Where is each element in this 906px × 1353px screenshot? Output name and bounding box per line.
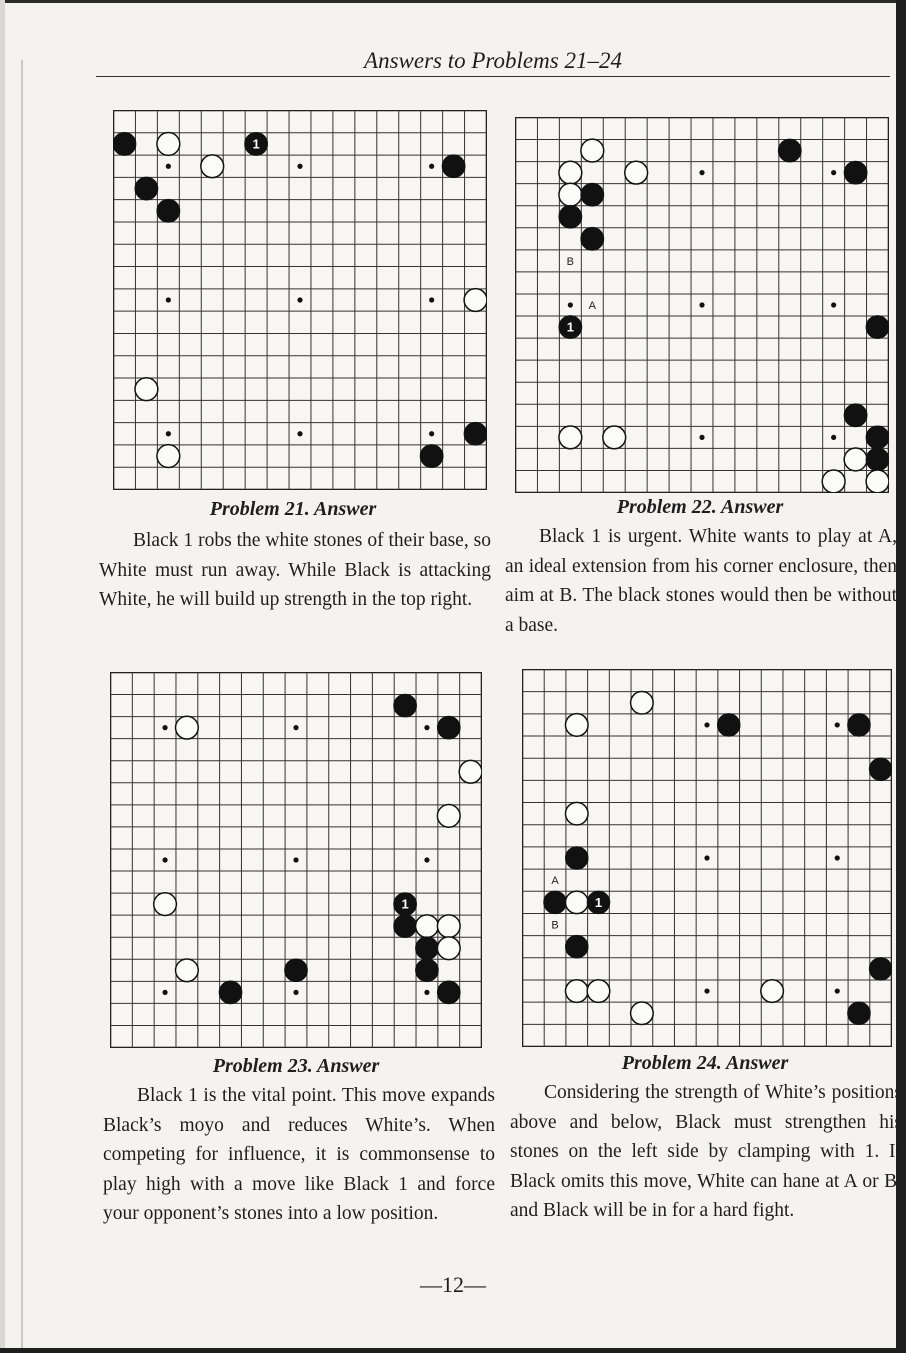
text-problem-22 — [505, 522, 897, 640]
star-point — [293, 725, 298, 730]
star-point — [831, 170, 836, 175]
black-stone — [219, 981, 242, 1004]
board-letter-b: B — [566, 255, 575, 268]
white-stone — [603, 426, 626, 449]
black-stone — [113, 133, 136, 156]
white-stone — [201, 155, 224, 178]
paragraph: Black 1 is the vital point. This move expands Black’s moyo and reduces White’s. When competing for influence, it is commonsense to play high with a move like Black 1 and force your opponent’s stones into a low position. — [103, 1085, 495, 1224]
white-stone — [464, 289, 487, 312]
star-point — [835, 722, 840, 727]
black-stone — [844, 404, 867, 427]
star-point — [831, 302, 836, 307]
white-stone — [761, 980, 784, 1003]
move-number: 1 — [401, 896, 409, 912]
star-point — [166, 297, 171, 302]
black-stone — [157, 199, 180, 222]
board-grid — [114, 111, 487, 490]
black-stone — [135, 177, 158, 200]
star-point — [429, 431, 434, 436]
star-point — [568, 302, 573, 307]
caption-problem-24: Problem 24. Answer — [621, 1052, 789, 1074]
black-stone — [559, 205, 582, 228]
go-board-problem-24 — [522, 669, 892, 1047]
black-stone — [394, 694, 417, 717]
white-stone — [565, 980, 588, 1003]
star-point — [424, 990, 429, 995]
black-stone — [442, 155, 465, 178]
black-stone — [844, 161, 867, 184]
star-point — [704, 855, 709, 860]
caption-problem-23: Problem 23. Answer — [212, 1055, 380, 1077]
black-stone — [581, 227, 604, 250]
star-point — [429, 164, 434, 169]
white-stone — [565, 714, 588, 737]
black-stone — [866, 316, 889, 339]
star-point — [162, 857, 167, 862]
paragraph: Black 1 robs the white stones of their base, so White must run away. While Black is attacking White, he will build up strength in the top right. — [99, 530, 491, 610]
black-stone — [848, 1002, 871, 1025]
star-point — [835, 855, 840, 860]
board-svg — [110, 672, 482, 1048]
white-stone — [822, 470, 845, 493]
white-stone — [176, 716, 199, 739]
black-stone — [420, 445, 443, 468]
white-stone — [157, 445, 180, 468]
star-point — [162, 725, 167, 730]
star-point — [293, 857, 298, 862]
text-problem-24 — [510, 1078, 902, 1226]
board-svg — [515, 117, 889, 493]
white-stone — [437, 805, 460, 828]
go-board-problem-21 — [113, 110, 487, 490]
black-stone — [437, 716, 460, 739]
white-stone — [135, 378, 158, 401]
black-stone — [869, 958, 892, 981]
white-stone — [157, 133, 180, 156]
black-stone — [416, 937, 439, 960]
star-point — [297, 164, 302, 169]
header-rule — [96, 76, 890, 77]
black-stone — [565, 847, 588, 870]
star-point — [699, 302, 704, 307]
star-point — [699, 435, 704, 440]
black-stone — [869, 758, 892, 781]
white-stone — [459, 760, 482, 783]
star-point — [162, 990, 167, 995]
star-point — [704, 722, 709, 727]
white-stone — [581, 139, 604, 162]
star-point — [166, 431, 171, 436]
paragraph: Black 1 is urgent. White wants to play at A, an ideal extension from his corner enclosure, then aim at B. The black stones would then be without a base. — [505, 526, 897, 636]
white-stone — [559, 161, 582, 184]
caption-problem-21: Problem 21. Answer — [209, 498, 377, 520]
star-point — [699, 170, 704, 175]
white-stone — [559, 183, 582, 206]
black-stone — [544, 891, 567, 914]
bottom-edge — [0, 1348, 906, 1353]
star-point — [297, 297, 302, 302]
white-stone — [866, 470, 889, 493]
white-stone — [565, 891, 588, 914]
star-point — [835, 988, 840, 993]
black-stone — [866, 448, 889, 471]
board-svg — [522, 669, 892, 1047]
star-point — [297, 431, 302, 436]
star-point — [831, 435, 836, 440]
white-stone — [631, 1002, 654, 1025]
board-letter-a: A — [588, 300, 596, 312]
board-grid — [111, 673, 482, 1048]
white-stone — [437, 915, 460, 938]
white-stone — [631, 691, 654, 714]
black-stone — [464, 422, 487, 445]
move-number: 1 — [594, 894, 603, 910]
text-problem-21 — [99, 526, 491, 615]
caption-problem-22: Problem 22. Answer — [616, 496, 784, 518]
white-stone — [844, 448, 867, 471]
star-point — [429, 297, 434, 302]
page-header: Answers to Problems 21–24 — [364, 48, 622, 73]
go-board-problem-22 — [515, 117, 889, 493]
left-edge — [0, 0, 5, 1353]
top-edge — [0, 0, 906, 3]
star-point — [293, 990, 298, 995]
star-point — [424, 857, 429, 862]
black-stone — [416, 959, 439, 982]
page-number: —12— — [420, 1272, 486, 1297]
star-point — [166, 164, 171, 169]
board-letter-b: B — [551, 919, 559, 932]
binding-shadow — [21, 60, 23, 1353]
board-letter-a: A — [551, 875, 559, 888]
white-stone — [154, 893, 177, 916]
white-stone — [587, 980, 610, 1003]
white-stone — [176, 959, 199, 982]
white-stone — [625, 161, 648, 184]
white-stone — [416, 915, 439, 938]
black-stone — [866, 426, 889, 449]
black-stone — [565, 935, 588, 958]
star-point — [704, 988, 709, 993]
white-stone — [437, 937, 460, 960]
black-stone — [778, 139, 801, 162]
black-stone — [394, 915, 417, 938]
black-stone — [717, 714, 740, 737]
text-problem-23 — [103, 1081, 495, 1229]
black-stone — [437, 981, 460, 1004]
paragraph: Considering the strength of White’s positions above and below, Black must strengthen his stones on the left side by clamping with 1. If Black omits this move, White can hane at A or B, and Black will be in for a hard fight. — [510, 1082, 902, 1221]
star-point — [424, 725, 429, 730]
white-stone — [559, 426, 582, 449]
black-stone — [285, 959, 308, 982]
move-number: 1 — [566, 319, 574, 335]
board-svg — [113, 110, 487, 490]
black-stone — [581, 183, 604, 206]
go-board-problem-23 — [110, 672, 482, 1048]
move-number: 1 — [252, 136, 260, 152]
black-stone — [848, 714, 871, 737]
white-stone — [565, 802, 588, 825]
